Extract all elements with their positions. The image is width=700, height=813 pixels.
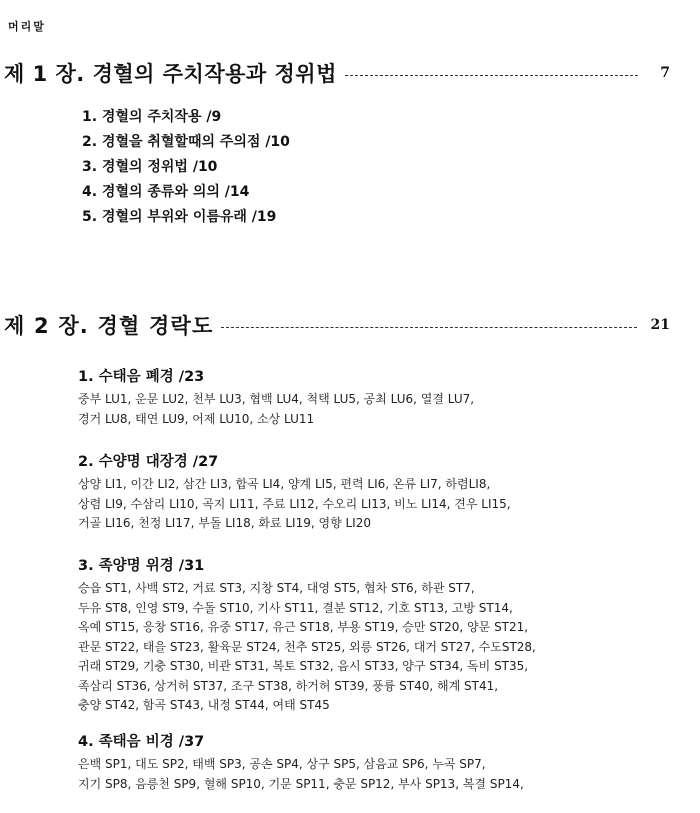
acupoint-line: 상양 LI1, 이간 LI2, 삼간 LI3, 합곡 LI4, 양계 LI5, 편력 LI6, 온류 LI7, 하렴LI8, (78, 477, 491, 491)
acupoint-line: 귀래 ST29, 기충 ST30, 비관 ST31, 복토 ST32, 음시 ST33, 양구 ST34, 독비 ST35, (78, 659, 529, 673)
section-spleen-meridian (78, 731, 678, 794)
section-lung-meridian (78, 366, 678, 429)
acupoint-line: 두유 ST8, 인영 ST9, 수돌 ST10, 기사 ST11, 결분 ST12, 기호 ST13, 고방 ST14, (78, 600, 513, 615)
acupoint-line: 승읍 ST1, 사백 ST2, 거료 ST3, 지창 ST4, 대영 ST5, 협차 ST6, 하관 ST7, (78, 581, 475, 595)
dot-leader (221, 327, 636, 328)
toc-item: 2. 경혈을 취혈할때의 주의점 /10 (82, 134, 290, 150)
section-title: 4. 족태음 비경 /37 (78, 734, 205, 750)
acupoint-line: 경거 LU8, 태연 LU9, 어제 LU10, 소상 LU11 (78, 411, 315, 426)
chapter-page-number: 7 (660, 65, 670, 81)
chapter-1-contents (82, 105, 290, 230)
acupoint-line: 상렴 LI9, 수삼리 LI10, 곡지 LI11, 주료 LI12, 수오리 LI13, 비노 LI14, 견우 LI15, (78, 496, 511, 511)
toc-item: 1. 경혈의 주치작용 /9 (82, 109, 222, 125)
toc-item: 3. 경혈의 정위법 /10 (82, 159, 218, 175)
acupoint-line: 지기 SP8, 음릉천 SP9, 혈해 SP10, 기문 SP11, 충문 SP12, 부사 SP13, 복결 SP14, (78, 776, 524, 791)
acupoint-line: 충양 ST42, 함곡 ST43, 내정 ST44, 여태 ST45 (78, 698, 330, 712)
section-large-intestine-meridian (78, 451, 678, 534)
acupoint-list (78, 579, 678, 716)
chapter-page-number: 21 (650, 317, 670, 333)
chapter-title: 제 2 장. 경혈 경락도 (4, 314, 214, 338)
acupoint-line: 관문 ST22, 태을 ST23, 활육문 ST24, 천추 ST25, 외릉 ST26, 대거 ST27, 수도ST28, (78, 639, 536, 654)
chapter-title: 제 1 장. 경혈의 주치작용과 정위법 (4, 62, 337, 86)
acupoint-list (78, 390, 678, 429)
toc-item: 4. 경혈의 종류와 의의 /14 (82, 184, 250, 200)
acupoint-list (78, 475, 678, 534)
dot-leader (345, 75, 638, 76)
section-title: 3. 족양명 위경 /31 (78, 558, 205, 574)
acupoint-line: 은백 SP1, 대도 SP2, 태백 SP3, 공손 SP4, 상구 SP5, 삼음교 SP6, 누곡 SP7, (78, 757, 486, 771)
section-stomach-meridian (78, 555, 678, 716)
chapter-1-heading (4, 58, 670, 88)
acupoint-line: 옥예 ST15, 응창 ST16, 유중 ST17, 유근 ST18, 부용 ST19, 승만 ST20, 양문 ST21, (78, 620, 529, 634)
toc-item: 5. 경혈의 부위와 이름유래 /19 (82, 209, 277, 225)
acupoint-line: 족삼리 ST36, 상거허 ST37, 조구 ST38, 하거허 ST39, 풍륭 ST40, 해계 ST41, (78, 678, 499, 693)
section-title: 2. 수양명 대장경 /27 (78, 454, 219, 470)
acupoint-line: 거골 LI16, 천정 LI17, 부돌 LI18, 화료 LI19, 영향 LI20 (78, 516, 371, 530)
chapter-2-heading (4, 310, 670, 340)
preface-label: 머리말 (8, 20, 46, 33)
acupoint-list (78, 755, 678, 794)
acupoint-line: 중부 LU1, 운문 LU2, 천부 LU3, 협백 LU4, 척택 LU5, 공최 LU6, 열결 LU7, (78, 392, 475, 406)
section-title: 1. 수태음 폐경 /23 (78, 369, 205, 385)
